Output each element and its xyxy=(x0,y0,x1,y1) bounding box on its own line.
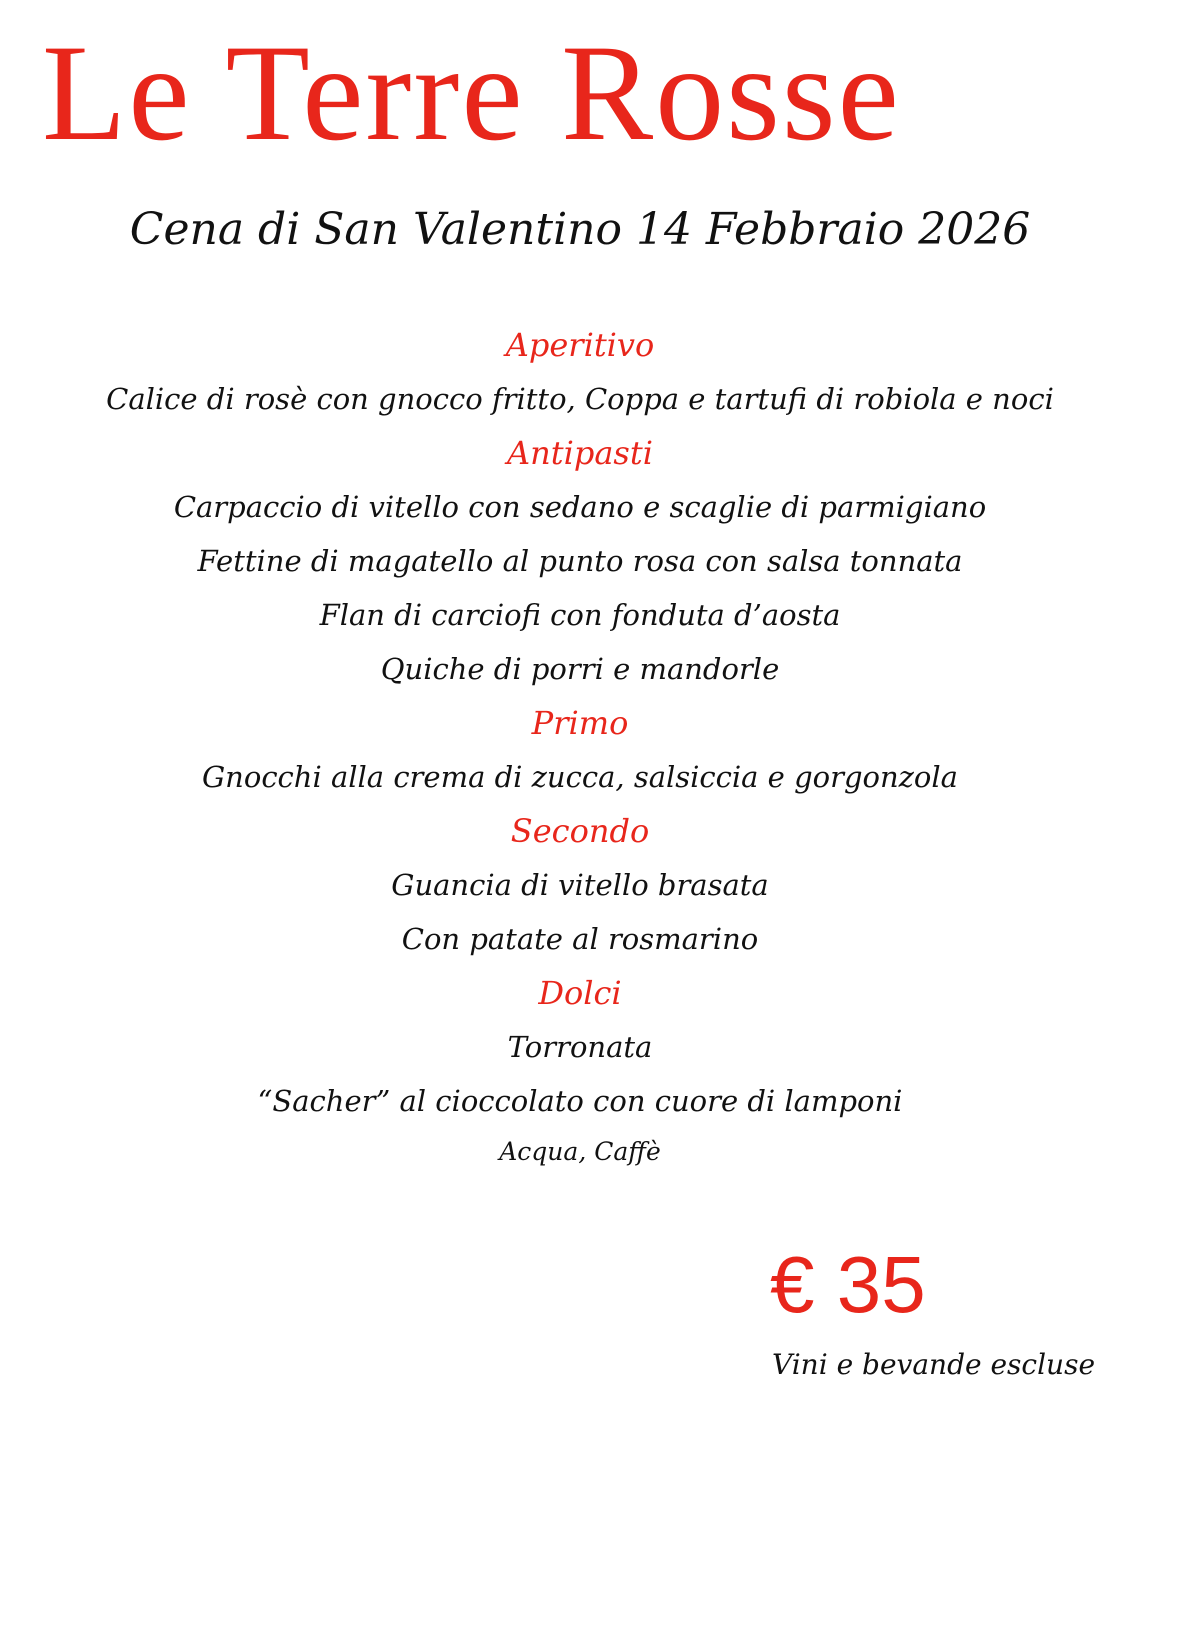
dish: Carpaccio di vitello con sedano e scaglie di parmigiano xyxy=(173,490,987,524)
menu-list xyxy=(0,318,1160,1128)
dish: Flan di carciofi con fonduta d’aosta xyxy=(319,598,841,632)
dish: Con patate al rosmarino xyxy=(401,922,759,956)
menu-section-secondo xyxy=(0,804,1160,966)
price-note: Vini e bevande escluse xyxy=(772,1348,1096,1381)
event-title: Cena di San Valentino 14 Febbraio 2026 xyxy=(129,204,1031,255)
menu-section-aperitivo xyxy=(0,318,1160,426)
price: € 35 xyxy=(770,1240,926,1329)
section-heading: Secondo xyxy=(510,812,650,850)
dish: “Sacher” al cioccolato con cuore di lamponi xyxy=(257,1084,903,1118)
menu-section-antipasti xyxy=(0,426,1160,696)
dish: Guancia di vitello brasata xyxy=(391,868,769,902)
dish: Quiche di porri e mandorle xyxy=(380,652,780,686)
menu-section-primo xyxy=(0,696,1160,804)
section-heading: Antipasti xyxy=(507,434,653,472)
dish: Gnocchi alla crema di zucca, salsiccia e gorgonzola xyxy=(202,760,958,794)
section-heading: Dolci xyxy=(538,974,622,1012)
section-heading: Aperitivo xyxy=(505,326,655,364)
extras-note: Acqua, Caffè xyxy=(499,1137,661,1166)
section-heading: Primo xyxy=(531,704,629,742)
dish: Calice di rosè con gnocco fritto, Coppa e tartufi di robiola e noci xyxy=(106,382,1054,416)
dish: Torronata xyxy=(507,1030,653,1064)
menu-section-dolci xyxy=(0,966,1160,1128)
dish: Fettine di magatello al punto rosa con salsa tonnata xyxy=(197,544,963,578)
restaurant-name: Le Terre Rosse xyxy=(42,16,901,169)
